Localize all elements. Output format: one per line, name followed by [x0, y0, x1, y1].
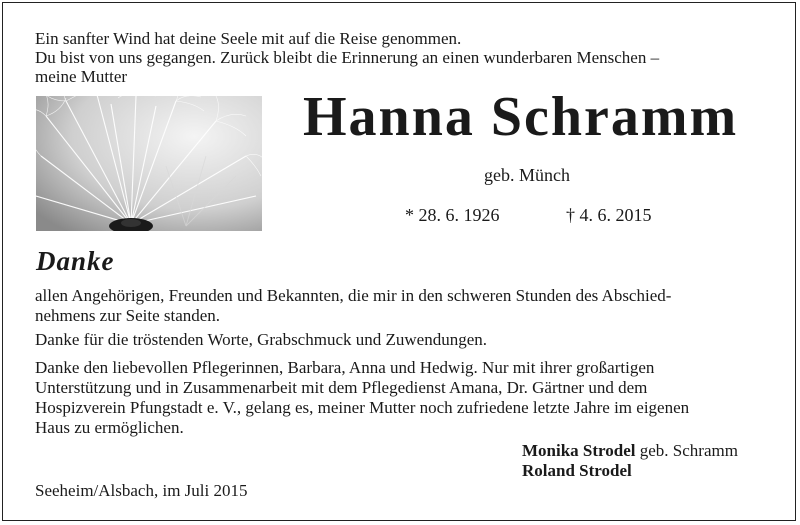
thanks-p1-line-1: allen Angehörigen, Freunden und Bekannten, die mir in den schweren Stunden des Abschied-	[35, 286, 672, 305]
thanks-paragraph-3	[35, 358, 689, 438]
birth-date: * 28. 6. 1926	[405, 205, 500, 225]
intro-poem	[35, 29, 659, 86]
intro-line-3: meine Mutter	[35, 67, 128, 86]
dandelion-icon	[36, 96, 262, 231]
signature-2	[522, 461, 632, 481]
thanks-p3-line-4: Haus zu ermöglichen.	[35, 418, 184, 437]
thanks-heading: Danke	[36, 246, 115, 276]
deceased-name: Hanna Schramm	[303, 86, 739, 148]
thanks-p3-line-1: Danke den liebevollen Pflegerinnen, Barbara, Anna und Hedwig. Nur mit ihrer großartigen	[35, 358, 655, 377]
thanks-p1-line-2: nehmens zur Seite standen.	[35, 306, 221, 325]
signature-1-name: Monika Strodel	[522, 441, 636, 460]
thanks-paragraph-2	[35, 330, 487, 350]
thanks-p2-line: Danke für die tröstenden Worte, Grabschmuck und Zuwendungen.	[35, 330, 487, 349]
signature-1-maiden: geb. Schramm	[635, 441, 738, 460]
thanks-paragraph-1	[35, 286, 671, 326]
signature-1	[522, 441, 738, 461]
thanks-p3-line-3: Hospizverein Pfungstadt e. V., gelang es, meiner Mutter noch zufriedene letzte Jahre im eigenen	[35, 398, 690, 417]
intro-line-1: Ein sanfter Wind hat deine Seele mit auf die Reise genommen.	[35, 29, 462, 48]
maiden-name: geb. Münch	[484, 165, 570, 185]
intro-line-2: Du bist von uns gegangen. Zurück bleibt die Erinnerung an einen wunderbaren Menschen –	[35, 48, 660, 67]
thanks-p3-line-2: Unterstützung und in Zusammenarbeit mit dem Pflegedienst Amana, Dr. Gärtner und dem	[35, 378, 648, 397]
death-date: † 4. 6. 2015	[566, 205, 652, 225]
signature-2-name: Roland Strodel	[522, 461, 632, 480]
place-date: Seeheim/Alsbach, im Juli 2015	[35, 481, 248, 500]
dandelion-seeds-photo	[36, 96, 262, 231]
